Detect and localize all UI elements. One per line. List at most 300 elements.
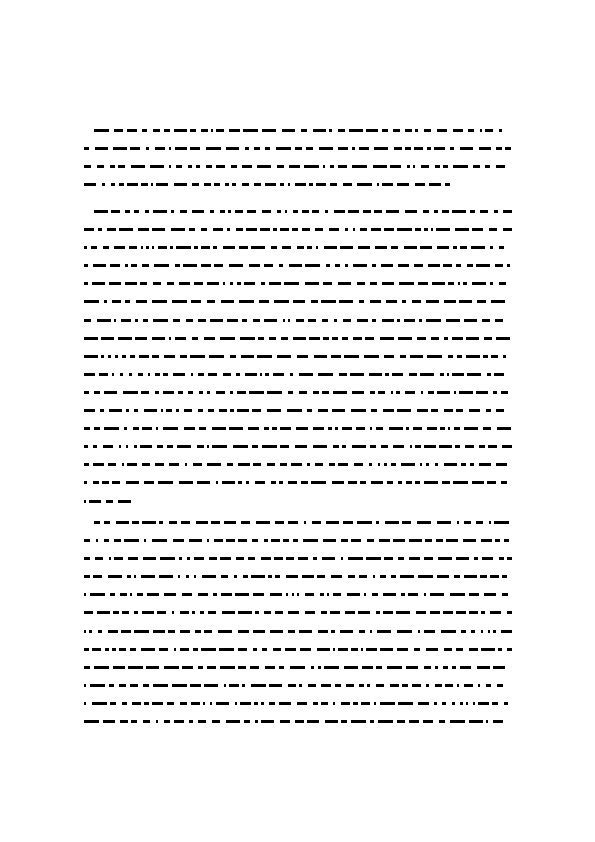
text-word (127, 463, 137, 466)
text-word (153, 630, 165, 633)
text-word (181, 521, 190, 524)
text-word (167, 282, 174, 285)
text-word (192, 183, 199, 186)
text-word (405, 129, 412, 132)
text-word (415, 228, 421, 231)
text-word (437, 391, 450, 394)
text-word (304, 165, 319, 168)
text-word (225, 183, 229, 186)
text-word (280, 228, 289, 231)
text-word (137, 593, 143, 596)
text-word (342, 427, 352, 430)
text-word (371, 481, 383, 484)
text-word (108, 630, 118, 633)
text-word (264, 611, 271, 614)
text-word (282, 129, 295, 132)
text-word (154, 264, 169, 267)
text-word (418, 702, 429, 705)
text-word (386, 300, 397, 303)
paragraph-1 (84, 129, 512, 201)
text-word (143, 557, 156, 560)
text-word (340, 630, 353, 633)
text-word (378, 463, 380, 466)
text-word (84, 575, 90, 578)
text-word (214, 539, 223, 542)
text-word (84, 355, 98, 358)
text-word (417, 521, 431, 524)
text-word (235, 702, 237, 705)
text-word (423, 720, 433, 723)
text-word (347, 593, 360, 596)
text-word (497, 684, 503, 687)
text-word (127, 575, 131, 578)
text-word (495, 319, 503, 322)
text-word (384, 355, 394, 358)
text-word (380, 575, 386, 578)
text-word (359, 630, 365, 633)
text-word (182, 666, 193, 669)
text-word (201, 264, 211, 267)
text-word (270, 630, 283, 633)
text-word (262, 210, 271, 213)
text-word (119, 684, 126, 687)
text-word (369, 373, 382, 376)
text-word (457, 521, 459, 524)
text-word (461, 630, 466, 633)
text-word (95, 557, 103, 560)
text-word (467, 373, 481, 376)
text-word (176, 246, 191, 249)
text-word (269, 337, 276, 340)
text-word (504, 539, 509, 542)
text-word (400, 355, 406, 358)
text-word (479, 147, 491, 150)
text-word (93, 481, 99, 484)
text-word (122, 463, 124, 466)
text-word (264, 539, 268, 542)
text-word (415, 445, 421, 448)
text-word (348, 481, 357, 484)
text-word (390, 165, 401, 168)
text-word (439, 445, 452, 448)
text-line (84, 702, 512, 705)
text-word (495, 264, 503, 267)
text-word (424, 129, 431, 132)
text-word (102, 183, 105, 186)
text-word (415, 129, 418, 132)
text-word (146, 246, 149, 249)
text-word (133, 427, 139, 430)
text-word (315, 463, 323, 466)
text-word (471, 246, 485, 249)
text-word (424, 481, 438, 484)
text-word (113, 147, 127, 150)
text-word (101, 355, 104, 358)
text-word (482, 319, 490, 322)
text-word (108, 355, 111, 358)
text-word (324, 246, 337, 249)
text-word (185, 463, 187, 466)
text-word (227, 319, 238, 322)
text-word (207, 445, 209, 448)
text-word (99, 373, 108, 376)
text-word (153, 282, 161, 285)
text-word (159, 521, 163, 524)
text-word (376, 684, 384, 687)
text-word (97, 319, 111, 322)
text-word (254, 702, 258, 705)
text-word (180, 702, 187, 705)
text-word (119, 445, 121, 448)
text-word (316, 183, 326, 186)
text-word (351, 539, 361, 542)
text-word (242, 183, 249, 186)
text-word (313, 391, 319, 394)
text-word (127, 129, 137, 132)
text-word (313, 445, 327, 448)
text-word (479, 463, 491, 466)
text-word (409, 373, 417, 376)
text-word (364, 593, 366, 596)
text-word (285, 648, 296, 651)
text-word (156, 720, 158, 723)
text-word (163, 373, 168, 376)
text-word (398, 702, 413, 705)
text-word (259, 300, 269, 303)
text-word (370, 445, 376, 448)
text-word (427, 427, 437, 430)
text-word (496, 337, 510, 340)
text-word (144, 481, 154, 484)
text-word (472, 481, 484, 484)
text-word (152, 228, 165, 231)
text-word (371, 228, 381, 231)
text-word (240, 337, 255, 340)
text-word (342, 445, 346, 448)
text-word (135, 319, 138, 322)
text-word (126, 481, 139, 484)
text-word (189, 228, 195, 231)
text-word (109, 557, 111, 560)
text-word (360, 228, 367, 231)
text-word (220, 666, 235, 669)
text-word (325, 720, 338, 723)
text-word (194, 246, 198, 249)
text-word (454, 427, 460, 430)
text-word (155, 373, 160, 376)
text-word (503, 228, 512, 231)
text-word (406, 666, 418, 669)
text-word (238, 666, 246, 669)
text-word (129, 246, 137, 249)
text-word (454, 575, 460, 578)
text-word (478, 684, 480, 687)
text-word (396, 391, 400, 394)
text-word (122, 355, 126, 358)
text-word (376, 666, 382, 669)
text-word (417, 409, 428, 412)
text-word (84, 702, 86, 705)
text-word (393, 445, 404, 448)
text-word (189, 539, 202, 542)
text-word (111, 210, 120, 213)
text-word (439, 720, 445, 723)
text-word (440, 427, 445, 430)
text-word (295, 183, 306, 186)
text-word (468, 129, 474, 132)
text-word (423, 210, 429, 213)
text-word (235, 593, 249, 596)
text-word (452, 373, 464, 376)
text-word (495, 539, 500, 542)
text-word (429, 183, 441, 186)
text-word (248, 557, 255, 560)
text-word (84, 319, 91, 322)
text-word (283, 539, 289, 542)
text-line (84, 720, 512, 723)
text-word (223, 373, 231, 376)
text-word (488, 630, 490, 633)
text-word (93, 575, 102, 578)
text-word (277, 165, 284, 168)
text-word (106, 500, 113, 503)
text-word (315, 228, 323, 231)
text-word (92, 648, 101, 651)
text-word (255, 611, 259, 614)
text-line (84, 246, 512, 249)
text-word (371, 409, 377, 412)
text-word (390, 684, 399, 687)
text-word (460, 246, 467, 249)
text-word (226, 720, 240, 723)
text-word (460, 666, 471, 669)
text-word (168, 630, 175, 633)
text-word (196, 521, 208, 524)
text-line (84, 500, 512, 503)
text-word (207, 666, 216, 669)
text-word (163, 391, 174, 394)
text-word (453, 165, 468, 168)
text-word (89, 500, 101, 503)
text-line (84, 300, 512, 303)
text-word (152, 539, 167, 542)
text-word (414, 147, 423, 150)
text-word (491, 355, 498, 358)
text-word (100, 409, 104, 412)
text-word (397, 319, 400, 322)
text-word (288, 391, 293, 394)
text-word (430, 611, 440, 614)
text-word (417, 337, 426, 340)
text-word (126, 409, 129, 412)
text-word (173, 539, 184, 542)
text-word (279, 264, 283, 267)
text-word (199, 427, 206, 430)
text-word (363, 210, 371, 213)
text-word (466, 702, 468, 705)
text-word (274, 557, 283, 560)
text-word (135, 337, 147, 340)
text-word (332, 481, 344, 484)
text-word (232, 183, 236, 186)
text-word (145, 210, 149, 213)
text-word (288, 611, 299, 614)
text-line (84, 630, 512, 633)
text-word (207, 300, 215, 303)
text-word (118, 165, 125, 168)
text-word (445, 684, 453, 687)
text-word (130, 684, 138, 687)
text-word (349, 129, 363, 132)
text-word (120, 373, 123, 376)
text-word (208, 611, 216, 614)
text-word (267, 463, 275, 466)
text-word (381, 445, 388, 448)
text-word (224, 684, 226, 687)
text-word (229, 427, 243, 430)
text-word (180, 210, 187, 213)
text-word (178, 391, 183, 394)
text-word (398, 481, 402, 484)
text-word (262, 648, 267, 651)
text-word (169, 165, 171, 168)
text-word (480, 210, 488, 213)
text-word (193, 463, 202, 466)
text-word (150, 165, 164, 168)
text-word (216, 702, 229, 705)
text-word (507, 557, 512, 560)
text-word (134, 575, 136, 578)
text-word (212, 445, 227, 448)
text-word (90, 684, 105, 687)
text-word (383, 611, 393, 614)
text-word (213, 593, 217, 596)
text-word (479, 445, 485, 448)
text-word (353, 264, 367, 267)
text-word (249, 391, 264, 394)
text-word (174, 183, 187, 186)
text-word (435, 666, 438, 669)
text-word (321, 684, 331, 687)
text-word (122, 702, 127, 705)
text-word (318, 373, 333, 376)
text-word (428, 391, 434, 394)
text-word (267, 409, 281, 412)
text-word (178, 575, 180, 578)
text-word (204, 630, 212, 633)
text-word (226, 147, 239, 150)
text-word (358, 611, 370, 614)
text-word (341, 720, 347, 723)
text-word (321, 702, 328, 705)
text-word (374, 210, 382, 213)
text-word (502, 575, 507, 578)
text-word (389, 427, 403, 430)
text-word (383, 409, 394, 412)
text-word (424, 445, 436, 448)
text-word (292, 593, 294, 596)
text-word (159, 648, 168, 651)
text-word (440, 373, 444, 376)
text-word (398, 557, 404, 560)
text-word (182, 593, 192, 596)
text-word (442, 702, 446, 705)
text-word (204, 337, 215, 340)
text-word (116, 521, 129, 524)
text-word (323, 282, 332, 285)
text-word (338, 282, 351, 285)
text-word (401, 593, 405, 596)
text-word (286, 593, 288, 596)
text-word (426, 319, 441, 322)
text-word (307, 720, 319, 723)
text-word (472, 282, 486, 285)
text-word (220, 210, 225, 213)
text-word (169, 463, 179, 466)
text-word (252, 409, 261, 412)
text-word (455, 228, 469, 231)
text-word (409, 539, 422, 542)
text-word (343, 521, 353, 524)
text-line (84, 648, 512, 651)
text-word (164, 666, 179, 669)
text-word (158, 481, 173, 484)
text-word (91, 246, 97, 249)
text-word (377, 183, 379, 186)
text-word (194, 282, 203, 285)
text-word (330, 611, 340, 614)
text-word (236, 228, 243, 231)
text-word (251, 575, 265, 578)
text-word (151, 183, 153, 186)
text-word (153, 319, 168, 322)
text-word (173, 319, 180, 322)
text-word (353, 702, 358, 705)
text-word (230, 409, 234, 412)
text-word (446, 319, 460, 322)
text-word (210, 210, 214, 213)
text-word (314, 355, 327, 358)
text-word (233, 445, 248, 448)
text-word (414, 648, 420, 651)
text-word (443, 666, 448, 669)
text-word (477, 666, 490, 669)
text-word (421, 391, 423, 394)
text-word (437, 575, 449, 578)
text-word (261, 720, 274, 723)
text-word (431, 228, 433, 231)
text-word (128, 666, 143, 669)
text-word (290, 666, 305, 669)
text-line (84, 539, 512, 542)
text-word (84, 463, 89, 466)
text-word (207, 539, 209, 542)
text-word (419, 319, 422, 322)
text-word (334, 319, 337, 322)
text-word (230, 282, 233, 285)
text-word (437, 129, 447, 132)
text-word (238, 630, 249, 633)
text-line (84, 593, 512, 596)
text-word (246, 228, 257, 231)
text-word (270, 593, 282, 596)
text-word (243, 129, 258, 132)
text-word (293, 210, 298, 213)
text-word (108, 575, 122, 578)
text-line (84, 463, 512, 466)
text-word (424, 228, 428, 231)
text-word (299, 373, 313, 376)
